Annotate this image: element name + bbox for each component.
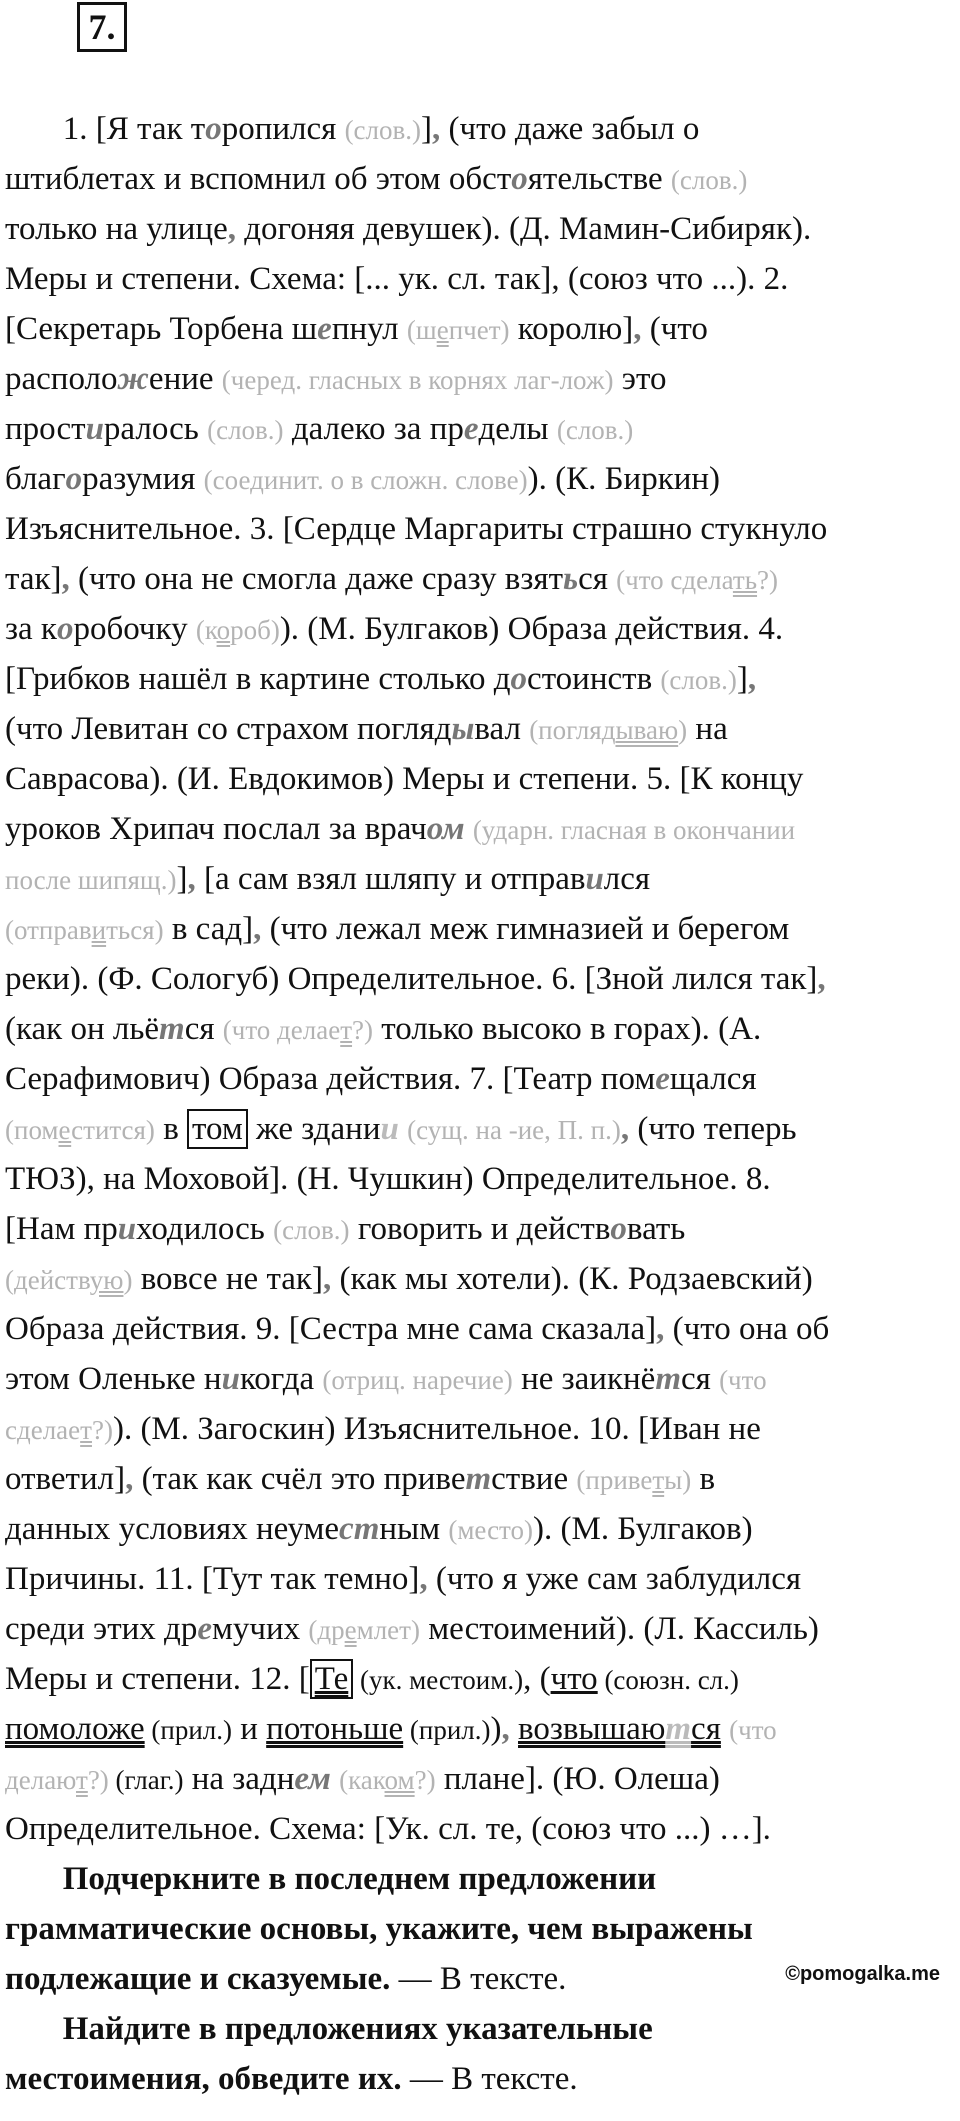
text-run: ся xyxy=(691,1711,721,1747)
text-line xyxy=(0,1654,960,1704)
text-run: щался xyxy=(669,1061,757,1097)
text-run: говорить и действ xyxy=(349,1211,611,1247)
text-run: ). (М. Загоскин) Изъяснительное. 10. [Иван не xyxy=(112,1411,761,1447)
text-run: штиблетах и вспомнил об этом обст xyxy=(5,161,512,197)
text-line xyxy=(0,104,960,154)
gray-annotation: ом xyxy=(384,1765,415,1795)
highlighted-letter: и xyxy=(585,861,604,897)
gray-annotation: (сущ. на -ие, П. п.) xyxy=(407,1115,621,1145)
answer-text xyxy=(0,104,960,2104)
text-run: ходилось xyxy=(136,1211,274,1247)
text-run xyxy=(399,1111,407,1147)
text-run: (прил.) xyxy=(403,1715,491,1745)
text-run: [Секретарь Торбена ш xyxy=(5,311,318,347)
text-run: ответил] xyxy=(5,1461,126,1497)
text-run: местоимений). (Л. Кассиль) xyxy=(419,1611,819,1647)
highlighted-letter: и xyxy=(380,1111,399,1147)
text-run: Саврасова). (И. Евдокимов) Меры и степени. 5. [К концу xyxy=(5,761,804,797)
text-line xyxy=(0,1404,960,1454)
gray-annotation: (погляд xyxy=(529,715,616,745)
text-run: на xyxy=(687,711,728,747)
text-run: 1. [Я так т xyxy=(5,111,206,147)
text-run: , xyxy=(187,861,196,897)
text-run xyxy=(331,1761,339,1797)
gray-annotation: стится) xyxy=(71,1115,155,1145)
text-line xyxy=(0,1304,960,1354)
text-line xyxy=(0,954,960,1004)
gray-annotation: е xyxy=(436,315,449,345)
text-run: , xyxy=(501,1711,510,1747)
highlighted-letter: ем xyxy=(294,1761,331,1797)
text-run: ). (М. Булгаков) xyxy=(533,1511,753,1547)
task-number-box: 7. xyxy=(77,2,127,52)
text-run: , ( xyxy=(523,1661,551,1697)
text-run: , xyxy=(620,1111,630,1147)
gray-annotation: (ш xyxy=(406,315,437,345)
text-line xyxy=(0,354,960,404)
text-run: догоняя девушек). (Д. Мамин-Сибиряк). xyxy=(235,211,812,247)
text-run: , xyxy=(125,1461,134,1497)
text-run: уроков Хрипач послал за врач xyxy=(5,811,427,847)
text-run: , xyxy=(817,961,826,997)
gray-annotation: (что xyxy=(729,1715,777,1745)
text-line xyxy=(0,1704,960,1754)
text-run: благ xyxy=(5,461,66,497)
text-run: вовсе не так] xyxy=(132,1261,323,1297)
highlighted-letter: ст xyxy=(339,1511,380,1547)
text-run: (глаг.) xyxy=(108,1765,184,1795)
gray-annotation: млет) xyxy=(356,1615,420,1645)
text-run: прост xyxy=(5,411,86,447)
text-run: , xyxy=(322,1261,332,1297)
gray-annotation: ть xyxy=(732,565,758,595)
gray-annotation: (место) xyxy=(448,1515,533,1545)
text-line xyxy=(0,754,960,804)
gray-annotation: т xyxy=(76,1765,88,1795)
text-run: вать xyxy=(626,1211,686,1247)
text-line xyxy=(0,1554,960,1604)
text-run: далеко за пр xyxy=(283,411,464,447)
gray-annotation: ываю xyxy=(615,715,679,745)
gray-annotation: (слов.) xyxy=(344,115,422,145)
text-run: мучих xyxy=(212,1611,309,1647)
text-line xyxy=(0,1204,960,1254)
text-run: ТЮЗ), на Моховой]. (Н. Чушкин) Определительное. 8. xyxy=(5,1161,771,1197)
text-run: что xyxy=(550,1661,598,1697)
text-line xyxy=(0,1154,960,1204)
gray-annotation: и xyxy=(91,915,107,945)
gray-annotation: т xyxy=(80,1415,92,1445)
text-run: не заикнё xyxy=(512,1361,656,1397)
text-run: Меры и степени. Схема: [... ук. сл. так], (союз что ...). 2. xyxy=(5,261,789,297)
text-run: ся xyxy=(184,1011,223,1047)
text-run: лся xyxy=(603,861,651,897)
text-run: (ук. местоим.) xyxy=(353,1665,524,1695)
text-run: ение xyxy=(148,361,222,397)
circled-pronoun: Те xyxy=(310,1659,354,1699)
gray-annotation: (пом xyxy=(5,1115,59,1145)
text-run: потоньше xyxy=(266,1711,404,1747)
text-run: так] xyxy=(5,561,62,597)
gray-annotation: о xyxy=(216,615,231,645)
highlighted-letter: ж xyxy=(117,361,149,397)
highlighted-letter: и xyxy=(221,1361,240,1397)
text-run: , xyxy=(61,561,70,597)
text-line xyxy=(0,704,960,754)
highlighted-letter: т xyxy=(655,1361,681,1397)
text-run: робочку xyxy=(73,611,196,647)
text-run: (союзн. сл.) xyxy=(597,1665,739,1695)
text-run: , xyxy=(633,311,642,347)
watermark: ©pomogalka.me xyxy=(785,1963,940,1985)
text-line xyxy=(0,504,960,554)
text-line xyxy=(0,554,960,604)
text-run: ным xyxy=(379,1511,449,1547)
gray-annotation: ) xyxy=(123,1265,133,1295)
gray-annotation: ы) xyxy=(664,1465,692,1495)
text-line xyxy=(0,1104,960,1154)
text-run: когда xyxy=(239,1361,323,1397)
text-line xyxy=(0,154,960,204)
text-run: ). (М. Булгаков) Образа действия. 4. xyxy=(279,611,784,647)
highlighted-letter: е xyxy=(317,311,332,347)
text-run: ятельстве xyxy=(527,161,671,197)
text-run: вал xyxy=(474,711,530,747)
text-line xyxy=(0,1354,960,1404)
text-run: в xyxy=(691,1461,716,1497)
highlighted-letter: и xyxy=(117,1211,137,1247)
text-line xyxy=(0,1054,960,1104)
text-line xyxy=(0,2004,960,2054)
text-run: грамматические основы, укажите, чем выражены xyxy=(5,1911,753,1947)
text-run: Серафимович) Образа действия. 7. [Театр пом xyxy=(5,1061,656,1097)
text-line xyxy=(0,654,960,704)
text-run: ствие xyxy=(491,1461,577,1497)
text-run: [Грибков нашёл в картине столько д xyxy=(5,661,511,697)
text-run: ] xyxy=(176,861,188,897)
text-run: реки). (Ф. Сологуб) Определительное. 6. [Зной лился так] xyxy=(5,961,818,997)
text-run: плане]. (Ю. Олеша) xyxy=(435,1761,720,1797)
text-line xyxy=(0,904,960,954)
text-run: ся xyxy=(578,561,617,597)
gray-annotation: (ударн. гласная в окончании xyxy=(472,815,796,845)
text-run: Найдите в предложениях указательные xyxy=(5,2011,653,2047)
gray-annotation: (соединит. о в сложн. слове) xyxy=(203,465,528,495)
gray-annotation: (что сдела xyxy=(616,565,733,595)
text-run: (что она об xyxy=(664,1311,830,1347)
text-line xyxy=(0,404,960,454)
text-line xyxy=(0,1454,960,1504)
text-run: Образа действия. 9. [Сестра мне сама сказала] xyxy=(5,1311,657,1347)
gray-annotation: пчет) xyxy=(448,315,510,345)
text-run: это xyxy=(613,361,667,397)
gray-annotation: е xyxy=(344,1615,357,1645)
text-line xyxy=(0,1604,960,1654)
text-line xyxy=(0,1854,960,1904)
highlighted-letter: е xyxy=(463,411,479,447)
text-run xyxy=(510,1711,518,1747)
text-run: за к xyxy=(5,611,57,647)
text-run: располо xyxy=(5,361,118,397)
text-run: , xyxy=(432,111,441,147)
text-run: Подчеркните в последнем предложении xyxy=(5,1861,657,1897)
text-line xyxy=(0,804,960,854)
text-run: , xyxy=(747,661,757,697)
highlighted-letter: о xyxy=(511,161,528,197)
text-run: ) xyxy=(490,1711,502,1747)
text-run: подлежащие и сказуемые. xyxy=(5,1961,391,1997)
text-line xyxy=(0,1504,960,1554)
text-run: Изъяснительное. 3. [Сердце Маргариты страшно стукнуло xyxy=(5,511,828,547)
gray-annotation: ?) xyxy=(352,1015,374,1045)
text-run: этом Оленьке н xyxy=(5,1361,222,1397)
gray-annotation: (отриц. наречие) xyxy=(322,1365,513,1395)
text-run: и xyxy=(232,1711,267,1747)
text-run: (что я уже сам заблудился xyxy=(427,1561,802,1597)
text-run: (как он льё xyxy=(5,1011,160,1047)
gray-annotation: ую xyxy=(89,1265,124,1295)
text-line xyxy=(0,204,960,254)
text-run: (что теперь xyxy=(629,1111,797,1147)
gray-annotation: (что xyxy=(719,1365,767,1395)
text-run: , xyxy=(253,911,262,947)
text-line xyxy=(0,854,960,904)
gray-annotation: ться) xyxy=(106,915,164,945)
text-run: — В тексте. xyxy=(401,2061,578,2097)
text-run: данных условиях неуме xyxy=(5,1511,340,1547)
gray-annotation: ?) xyxy=(87,1765,109,1795)
gray-annotation: (черед. гласных в корнях лаг-лож) xyxy=(221,365,614,395)
text-run: , xyxy=(656,1311,665,1347)
highlighted-letter: ы xyxy=(451,711,475,747)
text-run: (что xyxy=(641,311,708,347)
text-run: только на улице xyxy=(5,211,228,247)
text-run: (что даже забыл о xyxy=(440,111,700,147)
gray-annotation: сделае xyxy=(5,1415,81,1445)
text-run: Меры и степени. 12. [ xyxy=(5,1661,310,1697)
text-run: делы xyxy=(478,411,557,447)
gray-annotation: т xyxy=(652,1465,665,1495)
gray-annotation: т xyxy=(340,1015,353,1045)
text-line xyxy=(0,1904,960,1954)
text-line xyxy=(0,1254,960,1304)
gray-annotation: ) xyxy=(678,715,688,745)
text-run: (что она не смогла даже сразу взят xyxy=(69,561,563,597)
text-run: Определительное. Схема: [Ук. сл. те, (союз что ...) …]. xyxy=(5,1811,771,1847)
text-run: ся xyxy=(680,1361,720,1397)
highlighted-letter: т xyxy=(465,1461,492,1497)
gray-annotation: (отправ xyxy=(5,915,92,945)
text-run: ] xyxy=(421,111,433,147)
text-run: [а сам взял шляпу и отправ xyxy=(195,861,586,897)
text-run: среди этих др xyxy=(5,1611,198,1647)
text-line xyxy=(0,254,960,304)
gray-annotation: (действ xyxy=(5,1265,90,1295)
highlighted-letter: ь xyxy=(563,561,579,597)
text-run: , xyxy=(419,1561,428,1597)
text-run: (что лежал меж гимназией и берегом xyxy=(261,911,790,947)
text-run: (прил.) xyxy=(144,1715,232,1745)
gray-annotation: (слов.) xyxy=(660,665,737,695)
text-line xyxy=(0,1804,960,1854)
gray-annotation: (к xyxy=(195,615,217,645)
highlighted-letter: т xyxy=(665,1711,692,1747)
highlighted-letter: ом xyxy=(426,811,465,847)
text-run: ] xyxy=(736,661,748,697)
text-run: только высоко в горах). (А. xyxy=(373,1011,762,1047)
text-run xyxy=(465,811,473,847)
gray-annotation: (слов.) xyxy=(556,415,634,445)
highlighted-letter: и xyxy=(85,411,104,447)
text-line xyxy=(0,2054,960,2104)
gray-annotation: (приве xyxy=(576,1465,653,1495)
highlighted-letter: о xyxy=(510,661,528,697)
gray-annotation: (слов.) xyxy=(273,1215,350,1245)
gray-annotation: (что делае xyxy=(222,1015,341,1045)
text-line xyxy=(0,454,960,504)
highlighted-letter: о xyxy=(205,111,222,147)
highlighted-letter: е xyxy=(197,1611,213,1647)
highlighted-letter: о xyxy=(65,461,83,497)
text-run: в xyxy=(154,1111,188,1147)
text-run: (что Левитан со страхом погляд xyxy=(5,711,452,747)
text-run xyxy=(721,1711,729,1747)
gray-annotation: (слов.) xyxy=(670,165,748,195)
text-run: ). (К. Биркин) xyxy=(527,461,721,497)
circled-pronoun: том xyxy=(187,1109,248,1149)
text-run: в сад] xyxy=(163,911,254,947)
gray-annotation: ?) xyxy=(91,1415,113,1445)
gray-annotation: е xyxy=(58,1115,72,1145)
gray-annotation: ?) xyxy=(757,565,779,595)
text-run: (как мы хотели). (К. Родзаевский) xyxy=(331,1261,813,1297)
text-run: (так как счёл это приве xyxy=(133,1461,466,1497)
text-run: — В тексте. xyxy=(390,1961,567,1997)
gray-annotation: ?) xyxy=(414,1765,436,1795)
highlighted-letter: о xyxy=(610,1211,627,1247)
text-run: Причины. 11. [Тут так темно] xyxy=(5,1561,420,1597)
gray-annotation: роб) xyxy=(230,615,280,645)
text-line xyxy=(0,1754,960,1804)
text-run: возвышаю xyxy=(518,1711,666,1747)
text-run: помоложе xyxy=(5,1711,145,1747)
text-run: стоинств xyxy=(527,661,661,697)
text-run: королю] xyxy=(509,311,634,347)
highlighted-letter: т xyxy=(159,1011,185,1047)
highlighted-letter: е xyxy=(655,1061,670,1097)
text-run: на задн xyxy=(183,1761,295,1797)
text-run: , xyxy=(227,211,236,247)
text-run: же здани xyxy=(247,1111,381,1147)
text-run: ралось xyxy=(103,411,208,447)
gray-annotation: (др xyxy=(308,1615,345,1645)
gray-annotation: после шипящ.) xyxy=(5,865,177,895)
text-run: разумия xyxy=(82,461,204,497)
text-run: пнул xyxy=(331,311,407,347)
text-run: местоимения, обведите их. xyxy=(5,2061,402,2097)
text-run: [Нам пр xyxy=(5,1211,118,1247)
text-run: ропился xyxy=(221,111,345,147)
text-line xyxy=(0,604,960,654)
text-line xyxy=(0,304,960,354)
gray-annotation: (как xyxy=(339,1765,385,1795)
gray-annotation: (слов.) xyxy=(207,415,284,445)
text-line xyxy=(0,1004,960,1054)
gray-annotation: делаю xyxy=(5,1765,76,1795)
highlighted-letter: о xyxy=(56,611,74,647)
